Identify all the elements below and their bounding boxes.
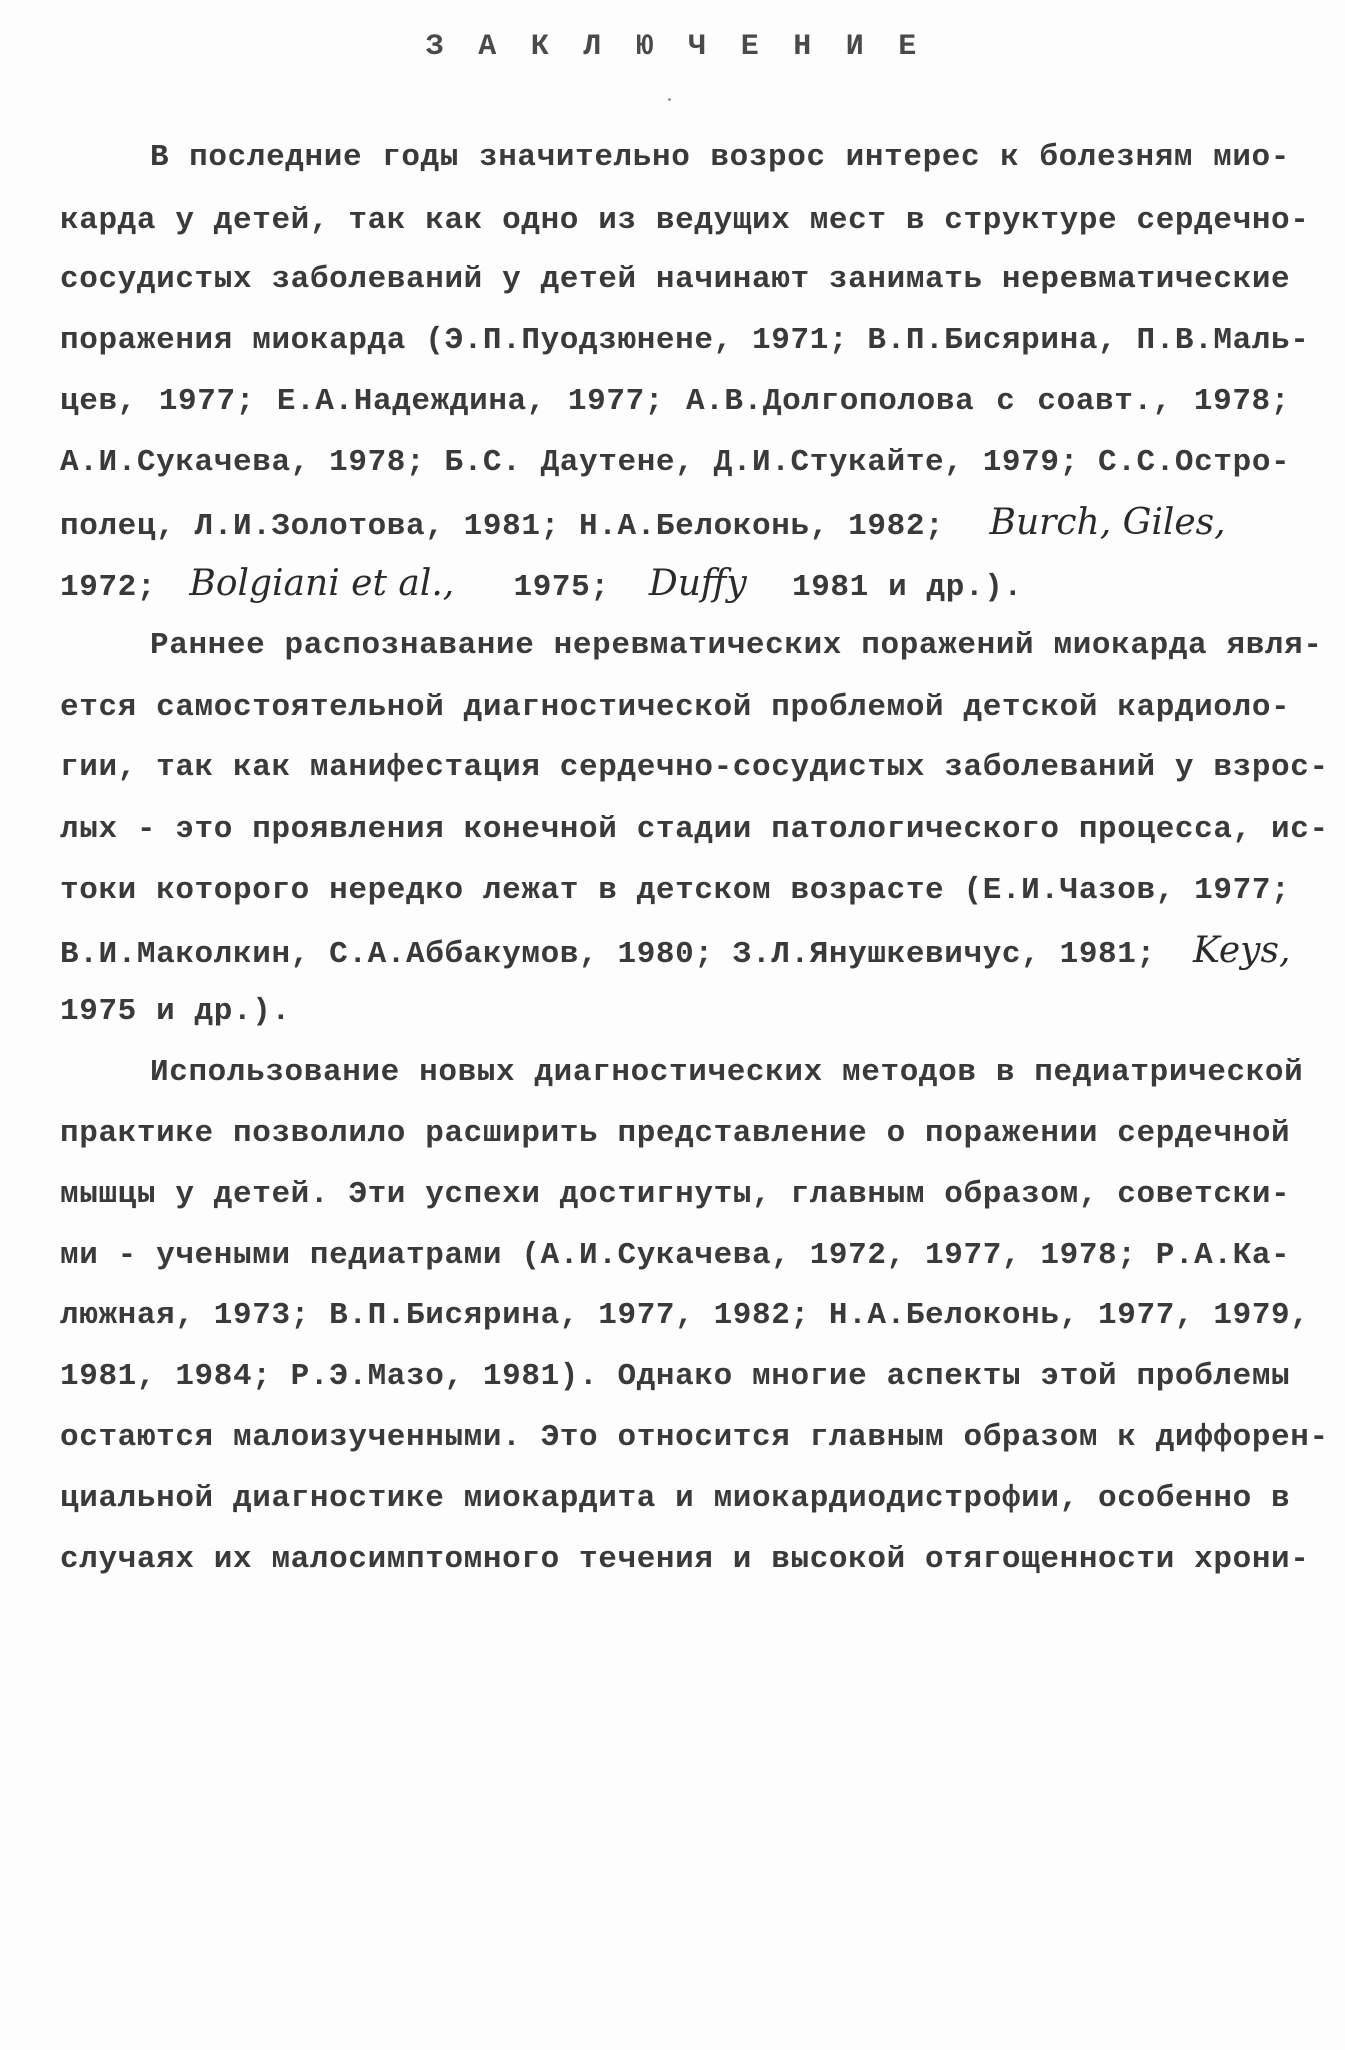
paragraph-2-line-2: ется самостоятельной диагностической проблемой детской кардиоло-	[60, 690, 1291, 725]
paragraph-2-line-6-text: В.И.Маколкин, С.А.Аббакумов, 1980; З.Л.Янушкевичус, 1981;	[60, 937, 1156, 972]
paragraph-1-line-2: карда у детей, так как одно из ведущих мест в структуре сердечно-	[60, 203, 1310, 238]
paragraph-3-line-2: практике позволило расширить представление о поражении сердечной	[60, 1116, 1291, 1151]
paragraph-2-line-5: токи которого нередко лежат в детском возрасте (Е.И.Чазов, 1977;	[60, 873, 1291, 908]
paragraph-2-line-7: 1975 и др.).	[60, 994, 291, 1029]
paragraph-3-line-1: Использование новых диагностических методов в педиатрической	[150, 1055, 1304, 1090]
paragraph-1-line-4: поражения миокарда (Э.П.Пуодзюнене, 1971; В.П.Бисярина, П.В.Маль-	[60, 323, 1310, 358]
scan-speck	[668, 98, 671, 101]
handwritten-citation-duffy: Duffy	[648, 563, 747, 604]
paragraph-3-line-3: мышцы у детей. Эти успехи достигнуты, главным образом, советски-	[60, 1177, 1291, 1212]
handwritten-citation-burch-giles: Burch, Giles,	[989, 502, 1226, 543]
paragraph-2-line-1: Раннее распознавание неревматических поражений миокарда явля-	[150, 628, 1323, 663]
paragraph-3-line-7: остаются малоизученными. Это относится главным образом к диффорен-	[60, 1420, 1329, 1455]
paragraph-3-line-5: люжная, 1973; В.П.Бисярина, 1977, 1982; Н.А.Белоконь, 1977, 1979,	[60, 1298, 1310, 1333]
paragraph-1-line-7-text: полец, Л.И.Золотова, 1981; Н.А.Белоконь, 1982;	[60, 509, 945, 544]
paragraph-1-line-1: В последние годы значительно возрос интерес к болезням мио-	[150, 140, 1290, 175]
paragraph-3-line-8: циальной диагностике миокардита и миокардиодистрофии, особенно в	[60, 1481, 1291, 1516]
paragraph-1-line-8-year-2: 1975;	[513, 570, 610, 605]
paragraph-2-line-6	[60, 930, 1291, 972]
paragraph-1-line-8	[60, 563, 1290, 605]
paragraph-1-line-6: А.И.Сукачева, 1978; Б.С. Даутене, Д.И.Стукайте, 1979; С.С.Остро-	[60, 445, 1291, 480]
page-title: З А К Л Ю Ч Е Н И Е	[425, 30, 920, 64]
paragraph-3-line-4: ми - учеными педиатрами (А.И.Сукачева, 1972, 1977, 1978; Р.А.Ка-	[60, 1238, 1291, 1273]
paragraph-1-line-3: сосудистых заболеваний у детей начинают занимать неревматические	[60, 262, 1291, 297]
paragraph-1-line-5: цев, 1977; Е.А.Надеждина, 1977; А.В.Долгополова с соавт., 1978;	[60, 384, 1290, 419]
paragraph-2-line-4: лых - это проявления конечной стадии патологического процесса, ис-	[60, 812, 1329, 847]
paragraph-1-line-8-tail: 1981 и др.).	[791, 570, 1023, 605]
handwritten-citation-bolgiani: Bolgiani et al.,	[189, 563, 455, 604]
paragraph-1-line-7	[60, 502, 1290, 544]
handwritten-citation-keys: Keys,	[1192, 930, 1291, 971]
paragraph-1-line-8-year-1: 1972;	[60, 570, 157, 605]
paragraph-3-line-9: случаях их малосимптомного течения и высокой отягощенности хрони-	[60, 1542, 1310, 1577]
paragraph-3-line-6: 1981, 1984; Р.Э.Мазо, 1981). Однако многие аспекты этой проблемы	[60, 1359, 1291, 1394]
paragraph-2-line-3: гии, так как манифестация сердечно-сосудистых заболеваний у взрос-	[60, 750, 1329, 785]
